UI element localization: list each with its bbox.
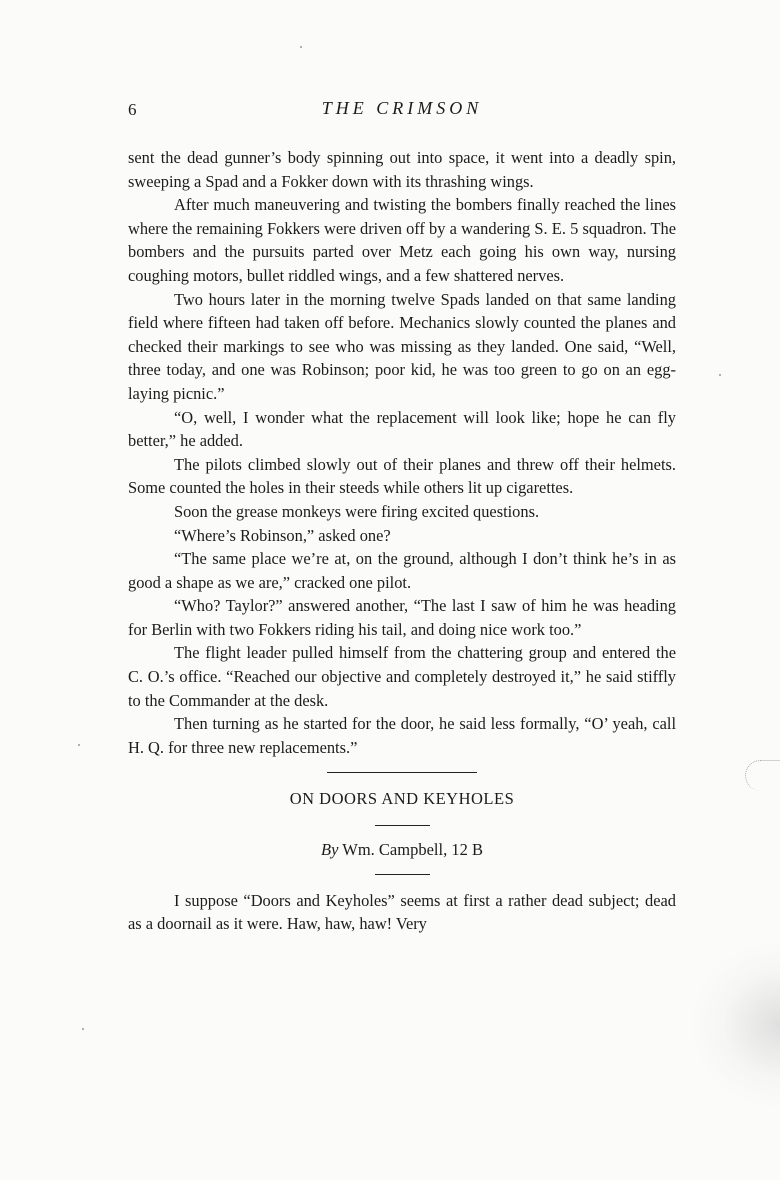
story-paragraph: The pilots climbed slowly out of their planes and threw off their helmets. Some counted the holes in their steeds while others lit up cigarettes. — [128, 454, 676, 498]
article-body — [128, 889, 676, 936]
story-text — [128, 146, 676, 759]
byline-rule — [375, 874, 430, 875]
article-paragraph: I suppose “Doors and Keyholes” seems at first a rather dead subject; dead as a doornail as it were. Haw, haw, haw! Very — [128, 890, 676, 934]
speck-mark — [78, 744, 80, 746]
page-smudge — [690, 940, 780, 1110]
story-paragraph: “O, well, I wonder what the replacement will look like; hope he can fly better,” he added. — [128, 407, 676, 451]
margin-pencil-mark — [745, 760, 780, 791]
speck-mark — [300, 46, 302, 48]
story-paragraph: Then turning as he started for the door, he said less formally, “O’ yeah, call H. Q. for three new replacements.” — [128, 714, 676, 757]
section-divider — [327, 772, 477, 773]
byline-author: Wm. Campbell, 12 B — [342, 840, 483, 860]
speck-mark — [82, 1028, 84, 1030]
byline — [128, 838, 676, 862]
page-number: 6 — [128, 100, 137, 119]
story-paragraph: “The same place we’re at, on the ground, although I don’t think he’s in as good a shape as we are,” cracked one pilot. — [128, 549, 676, 592]
story-paragraph: After much maneuvering and twisting the bombers finally reached the lines where the remaining Fokkers were driven off by a wandering S. E. 5 squadron. The bombers and the pursuits parted over Metz each going his own way, nursing coughing motors, bullet riddled wings, and a few shattered nerves. — [128, 195, 676, 285]
article-title: ON DOORS AND KEYHOLES — [289, 789, 515, 809]
page-header — [128, 96, 676, 124]
story-paragraph: Soon the grease monkeys were firing excited questions. — [174, 501, 540, 521]
running-title: THE CRIMSON — [321, 98, 483, 118]
page-body — [128, 146, 676, 936]
story-paragraph: “Who? Taylor?” answered another, “The last I saw of him he was heading for Berlin with two Fokkers riding his tail, and doing nice work too.” — [128, 596, 676, 639]
speck-mark — [719, 374, 721, 376]
story-paragraph: Two hours later in the morning twelve Spads landed on that same landing field where fifteen had taken off before. Mechanics slowly counted the planes and checked their markings to see who was missing as they landed. One said, “Well, three today, and one was Robinson; poor kid, he was too green to go on an egg-laying picnic.” — [128, 289, 676, 403]
byline-prefix: By — [321, 840, 339, 860]
story-paragraph: The flight leader pulled himself from the chattering group and entered the C. O.’s office. “Reached our objective and completely destroyed it,” he said stiffly to the Commander at the desk. — [128, 643, 676, 710]
story-paragraph: “Where’s Robinson,” asked one? — [174, 525, 391, 545]
title-rule — [375, 825, 430, 826]
story-paragraph: sent the dead gunner’s body spinning out into space, it went into a deadly spin, sweeping a Spad and a Fokker down with its thrashing wings. — [128, 148, 676, 191]
